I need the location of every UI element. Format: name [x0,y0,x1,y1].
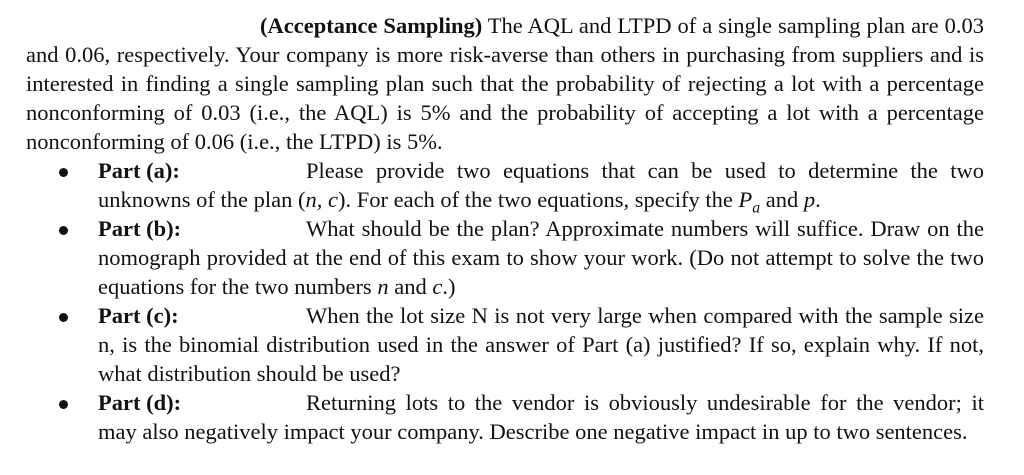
part-b-text-1: What should be the plan? Approximate numbers will suffice. Draw on the nomograph provided at the end of this exam to show your work. (Do not attempt to solve the two equations for the two numbers [98,216,984,299]
part-b-text-2: and [388,274,433,299]
part-a-text-3: and [760,187,804,212]
bullet-icon [59,400,68,409]
part-a-text-4: . [815,187,821,212]
part-a-text-2: ). For each of the two equations, specify the [337,187,739,212]
problem-intro [26,11,984,156]
part-d-item [26,388,984,446]
part-b-label: Part (b): [98,216,182,241]
part-a-p-symbol: p [803,187,816,212]
part-c-text: When the lot size N is not very large when compared with the sample size n, is the binomial distribution used in the answer of Part (a) justified? If so, explain why. If not, what distribution should be used? [98,303,984,386]
problem-intro-text: The AQL and LTPD of a single sampling plan are 0.03 and 0.06, respectively. Your company is more risk-averse than others in purchasing from suppliers and is interested in finding a single sampling plan such that the probability of rejecting a lot with a percentage nonconforming of 0.03 (i.e., the AQL) is 5% and the probability of accepting a lot with a percentage nonconforming of 0.06 (i.e., the LTPD) is 5%. [26,13,984,154]
part-d-label: Part (d): [98,390,182,415]
parts-list [26,156,984,446]
part-a-item [26,156,984,217]
bullet-icon [59,168,68,177]
part-b-item [26,214,984,301]
part-a-pa-symbol: P [738,187,753,212]
part-b-c-symbol: c [432,274,443,299]
part-b-text-3: .) [442,274,456,299]
part-d-text: Returning lots to the vendor is obviously undesirable for the vendor; it may also negatively impact your company. Describe one negative impact in up to two sentences. [98,390,984,444]
part-a-pa-subscript: a [752,199,761,217]
part-c-item [26,301,984,388]
part-b-n-symbol: n [377,274,389,299]
bullet-icon [59,226,68,235]
part-c-label: Part (c): [98,303,179,328]
bullet-icon [59,313,68,322]
part-a-unknowns: n, c [305,187,338,212]
part-a-label: Part (a): [98,158,180,183]
problem-heading: (Acceptance Sampling) [260,13,483,38]
part-a-text-1: Please provide two equations that can be used to determine the two unknowns of the plan ( [98,158,984,212]
